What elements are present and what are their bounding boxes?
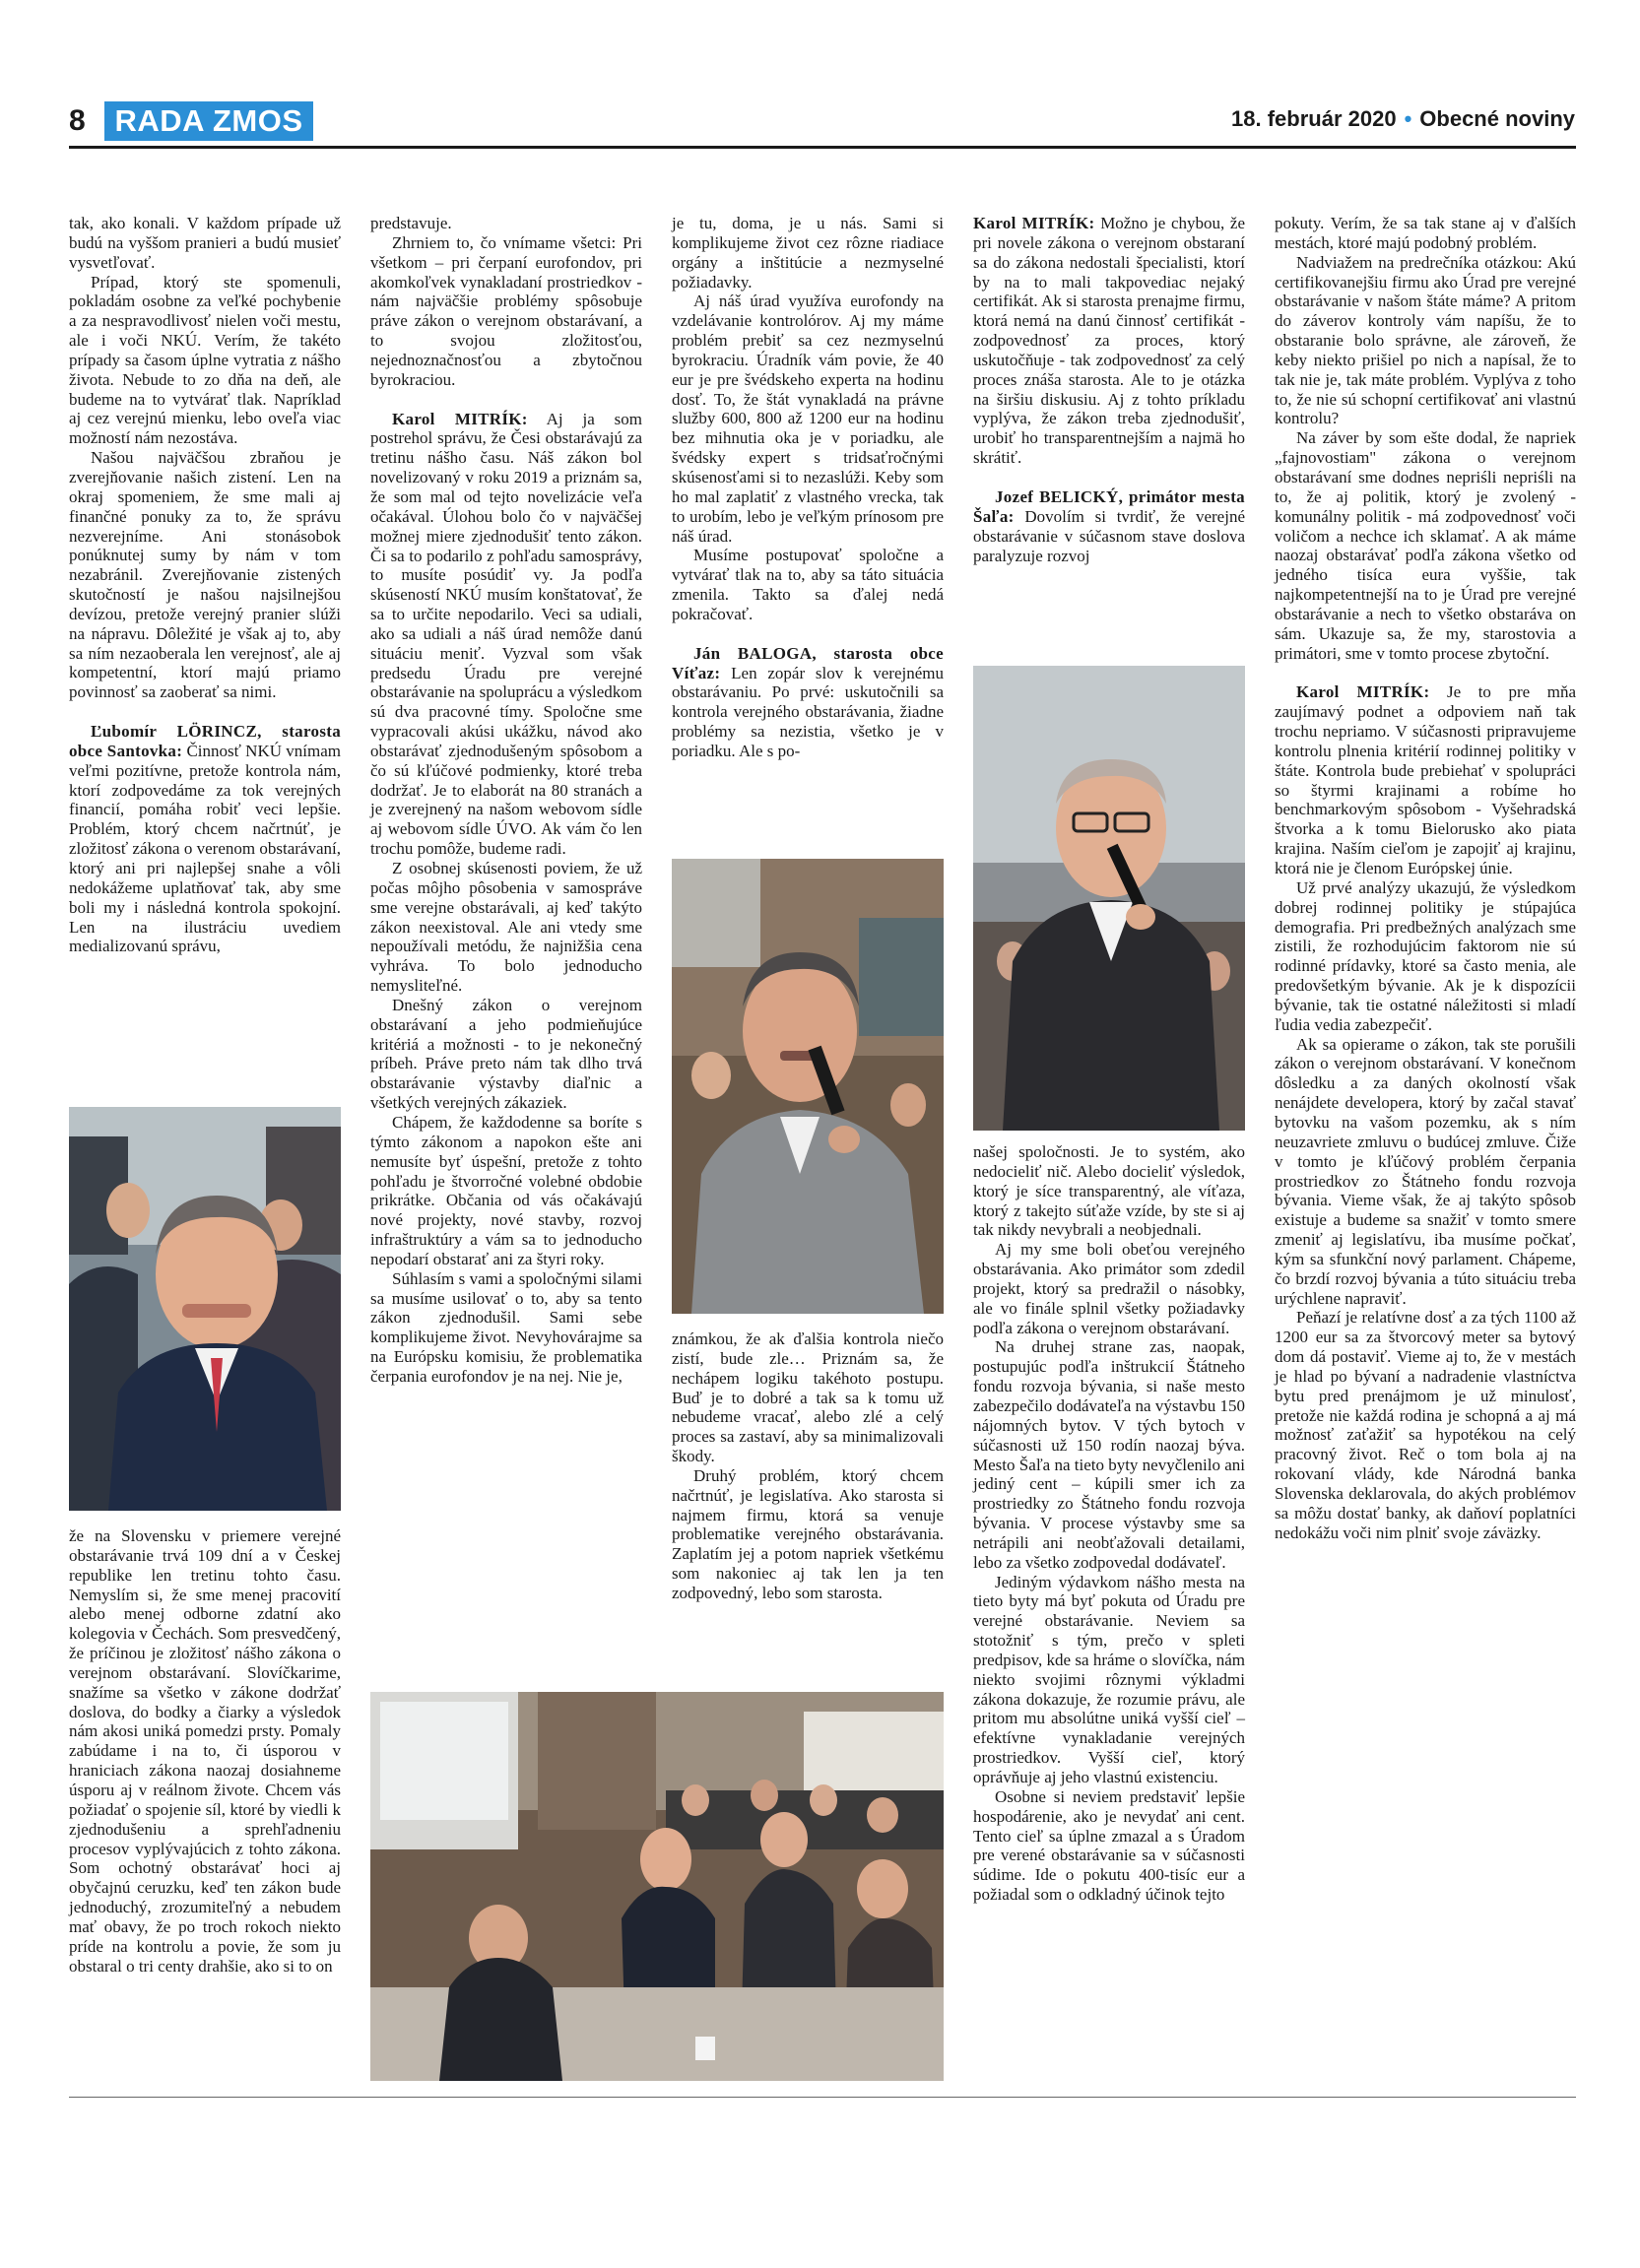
paragraph: Osobne si neviem predstaviť lepšie hospodárenie, ako je nevydať ani cent. Tento cieľ sa úplne zmazal a s Úradom pre verené obstarávanie sa v súčasnosti súdime. Ide o pokutu 400-tisíc eur a požiadal som o odkladný účinok tejto bbox=[973, 1786, 1245, 1905]
paragraph: Ľubomír LÖRINCZ, starosta obce Santovka: Činnosť NKÚ vnímam veľmi pozitívne, pretože kontrola nám, ktorí zodpovedáme za tok verejných financií, pomáha robiť veci lepšie. Problém, ktorý chcem načrtnúť, je zložitosť zákona o verenom obstarávaní, ktorý ani pri najlepšej snahe a vôli nedokážeme uplatňovať tak, aby sme boli my i následná kontrola spokojní. Len na ilustráciu uvediem medializovanú správu, bbox=[69, 722, 341, 956]
paragraph: Musíme postupovať spoločne a vytvárať tlak na to, aby sa táto situácia zmenila. Takto sa ďalej nedá pokračovať. bbox=[672, 546, 944, 623]
portrait-photo-belicky bbox=[973, 666, 1245, 1131]
paragraph: tak, ako konali. V každom prípade už budú na vyššom pranieri a budú musieť vysvetľovať. bbox=[69, 214, 341, 272]
bullet-separator: • bbox=[1404, 106, 1412, 131]
section-title: RADA ZMOS bbox=[104, 101, 313, 141]
speaker-name: Ján BALOGA, starosta obce Víťaz: bbox=[672, 643, 944, 682]
paragraph: Zhrniem to, čo vnímame všetci: Pri všetkom – pri čerpaní eurofondov, pri akomkoľvek vynakladaní prostriedkov - nám najväčšie problémy spôsobuje práve zákon o verejnom obstarávaní, a to svojou zložitosťou, nejednoznačnosťou a zbytočnou byrokraciou. bbox=[370, 232, 642, 389]
footer-rule bbox=[69, 2097, 1576, 2098]
paragraph: známkou, že ak ďalšia kontrola niečo zistí, bude zle… Priznám sa, že nechápem logiku takéhoto postupu. Buď je to dobré a tak sa k tomu už nebudeme vracať, alebo zlé a celý proces sa zastaví, aby sa minimalizovali škody. bbox=[672, 1329, 944, 1466]
issue-date: 18. február 2020 bbox=[1231, 106, 1397, 131]
paragraph: Aj náš úrad využíva eurofondy na vzdelávanie kontrolórov. Aj my máme problém prebiť sa cez nezmyselnú byrokraciu. Úradník vám povie, že 40 eur je pre švédskeho experta na hodinu dosť. To, že štát vynakladá na právne služby 600, 800 až 1200 eur na hodinu bez mihnutia oka je v poriadku, ale švédsky expert s tridsaťročnými skúsenosťami si to nezaslúži. Keby som ho mal zaplatiť z vlastného vrecka, tak to urobím, lebo je veľkým prínosom pre náš úrad. bbox=[672, 292, 944, 546]
paragraph: Na druhej strane zas, naopak, postupujúc podľa inštrukcií Štátneho fondu rozvoja bývania, si naše mesto zabezpečilo dodávateľa na výstavbu 150 nájomných bytov. V tých bytoch v súčasnosti už 150 rodín naozaj býva. Mesto Šaľa na tieto byty nevyčlenilo ani jediný cent – kúpili smer ich za prostriedky zo Štátneho fondu rozvoja bývania. V procese výstavby sme sa netrápili ani neobťažovali detailami, lebo za všetko zodpovedal dodávateľ. bbox=[973, 1337, 1246, 1572]
paragraph: Ak sa opierame o zákon, tak ste porušili zákon o verejnom obstarávaní. V konečnom dôsledku a za daných okolností však nenájdete developera, ktorý by začal stavať bytovku na vašom pozemku, ak s ním neuzavriete zmluvu o budúcej zmluve. Čiže v tomto je kľúčový problém čerpania prostriedkov zo Štátneho fondu rozvoja bývania. Vieme však, že aj takýto spôsob existuje a budeme sa snažiť v tomto smere zmeniť aj legislatívu, iba musíme počkať, kým sa sfunkční nový parlament. Chápeme, čo brzdí rozvoj bývania a túto situáciu treba urýchlene napraviť. bbox=[1275, 1034, 1576, 1308]
column-2 bbox=[370, 214, 642, 1387]
column-1-top bbox=[69, 214, 341, 956]
speaker-name: Jozef BELICKÝ, primátor mesta Šaľa: bbox=[973, 486, 1245, 526]
column-3-bottom bbox=[672, 1329, 944, 1603]
portrait-photo-lorincz bbox=[69, 1107, 341, 1511]
paragraph: Peňazí je relatívne dosť a za tých 1100 až 1200 eur sa za štvorcový meter sa bytový dom dá postaviť. Vieme aj to, že v mestách je hlad po bývaní a nadradenie vlastníctva bytu pred prenájmom je už minulosť, pretože nie každá rodina je schopná a aj má možnosť zaťažiť sa hypotékou na celý pracovný život. Reč o tom bola aj na rokovaní vlády, kde Národná banka Slovenska deklarovala, do akých problémov sa môžu dostať banky, ak daňoví poplatníci nedokážu voči nim plniť svoje záväzky. bbox=[1275, 1308, 1576, 1542]
speaker-name: Karol MITRÍK: bbox=[1296, 682, 1430, 702]
paragraph: Našou najväčšou zbraňou je zverejňovanie našich zistení. Len na okraj spomeniem, že sme mali aj finančné ponuky za to, že správu nezverejníme. Ani stonásobok ponúknutej sumy by nám v tom nezabránil. Zverejňovanie zistených skutočností je našou najsilnejšou devízou, pretože verejný pranier slúži na nápravu. Dôležité je však aj to, aby sa ním nezaoberala len verejnosť, ale aj kompetentní, ktorí majú priamo povinnosť sa zaoberať sa nimi. bbox=[69, 448, 341, 702]
paragraph: Nadviažem na predrečníka otázkou: Akú certifikovanejšiu firmu ako Úrad pre verejné obstarávanie v našom štáte máme? A pritom do záverov kontroly vám napíšu, že to obstaranie bolo správne, ale zároveň, že keby niekto prišiel po nich a napísal, že to tak nie je, tak máte problém. Vyplýva z toho to, že nie sú schopní certifikovať ani vlastnú kontrolu? bbox=[1275, 252, 1576, 428]
column-1-bottom bbox=[69, 1526, 341, 1976]
column-5 bbox=[1275, 214, 1576, 1543]
paragraph: Karol MITRÍK: Je to pre mňa zaujímavý podnet a odpoviem naň tak trochu nepriamo. V súčasnosti pripravujeme kontrolu plnenia kritérií rodinnej politiky v štáte. Kontrola bude prebiehať v spolupráci so štyrmi krajinami a robíme ho benchmarkovým spôsobom - Vyšehradská štvorka a k tomu Bielorusko ako piata krajina. Naším cieľom je zapojiť aj krajinu, ktorá nie je členom Európskej únie. bbox=[1275, 682, 1576, 877]
paragraph: Súhlasím s vami a spoločnými silami sa musíme usilovať o to, aby sa tento zákon zjednodušil. Sami sebe komplikujeme život. Nevyhovárajme sa na Európsku komisiu, že problematika čerpania eurofondov je na nej. Nie je, bbox=[370, 1268, 642, 1386]
paragraph: Dnešný zákon o verejnom obstarávaní a jeho podmieňujúce kritériá a možnosti - to je nekonečný príbeh. Práve preto nám tak dlho trvá obstarávanie výstavby diaľnic a všetkých verejných zákaziek. bbox=[370, 995, 642, 1113]
paragraph: predstavuje. bbox=[370, 214, 452, 232]
paragraph: Karol MITRÍK: Aj ja som postrehol správu, že Česi obstarávajú za tretinu nášho času. Náš zákon bol novelizovaný v roku 2019 a priznám sa, že som mal od tejto novelizácie veľa očakával. Úlohou bolo čo v najväčšej možnej miere zjednodušiť tento zákon. Či sa to podarilo z pohľadu samosprávy, to musíte posúdiť vy. Ja podľa skúseností NKÚ musím konštatovať, že sa to určite nepodarilo. Veci sa udiali, ako sa udiali a náš úrad nemôže danú situáciu meniť. Vyzval som však predsedu Úradu pre verejné obstarávanie na spoluprácu a výsledkom sú dva pracovné tímy. Spoločne sme vypracovali akúsi ukážku, návod ako obstarávať zjednodušeným spôsobom a čo sú kľúčové podmienky, ktoré treba dodržať. Je to elaborát na 80 stranách a je zverejnený na našom webovom sídle aj webovom sídle ÚVO. Ak vám čo len trochu pomôže, budeme radi. bbox=[370, 409, 642, 859]
paragraph: Jediným výdavkom nášho mesta na tieto byty má byť pokuta od Úradu pre verejné obstarávanie. Neviem sa stotožniť s tým, prečo v spleti predpisov, kde sa hráme o slovíčka, nám niekto svojimi rôznymi výkladmi zákona dokazuje, že rozumie právu, ale pritom mu absolútne uniká vyšší cieľ – efektívne vynakladanie verejných prostriedkov. Vyšší cieľ, ktorý oprávňuje aj jeho vlastnú existenciu. bbox=[973, 1572, 1245, 1786]
speaker-name: Ľubomír LÖRINCZ, starosta obce Santovka: bbox=[69, 722, 341, 760]
paragraph: Z osobnej skúsenosti poviem, že už počas môjho pôsobenia v samospráve sme verejne obstarávali, aj keď takýto zákon neexistoval. Ale ani vtedy sme nepoužívali metódu, že najnižšia cena vyhráva. To bolo jednoducho nemysliteľné. bbox=[370, 859, 642, 996]
paragraph: Chápem, že každodenne sa boríte s týmto zákonom a napokon ešte ani nemusíte byť úspešní, pretože z tohto pohľadu je štvorročné volebné obdobie prikrátke. Občania od vás očakávajú nové projekty, nové stavby, rozvoj infraštruktúry a vám sa to jednoducho nepodarí obstarať ani za štyri roky. bbox=[370, 1112, 642, 1268]
paragraph: pokuty. Verím, že sa tak stane aj v ďalších mestách, ktoré majú podobný problém. bbox=[1275, 214, 1576, 252]
paragraph: že na Slovensku v priemere verejné obstarávanie trvá 109 dní a v Českej republike len tretinu tohto času. Nemyslím si, že sme menej pracovití alebo menej odborne zdatní ako kolegovia v Čechách. Som presvedčený, že príčinou je zložitosť nášho zákona o verejnom obstarávaní. Slovíčkarime, snažíme sa všetko v zákone dodržať doslova, do bodky a čiarky a výsledok nám akosi uniká pomedzi prsty. Pomaly zabúdame i na to, či úsporou v hraniciach zákona naozaj dosiahneme úsporu aj v reálnom živote. Chcem vás požiadať o spojenie síl, ktoré by viedli k zjednodušeniu a sprehľadneniu procesov vyplývajúcich z tohto zákona. Som ochotný obstarávať hoci aj obyčajnú ceruzku, keď ten zákon bude jednoduchý, zrozumiteľný a nebudem mať obavy, že po troch rokoch niekto príde na kontrolu a povie, že som ju obstaral o tri centy drahšie, ako si to on bbox=[69, 1526, 341, 1976]
issue-info bbox=[1231, 106, 1575, 132]
speaker-name: Karol MITRÍK: bbox=[973, 214, 1095, 232]
column-3-top bbox=[672, 214, 944, 761]
paragraph: Na záver by som ešte dodal, že napriek „fajnovostiam" zákona o verejnom obstarávaní sme dodnes nepriśli nepriśli na to, že aj politik, ktorý je zvolený - komunálny politik - má zodpovednosť voči voličom a nechce ich sklamať. A ak máme naozaj obstarávať podľa zákona všetko od jedného tisíca eura vyššie, tak najkompetentnejší na to je Úrad pre verejné obstarávanie a nech to všetko obstaráva on sám. Ukazuje sa, že my, starostovia a primátori, sme v tomto procese zbytoční. bbox=[1275, 428, 1576, 663]
page-number: 8 bbox=[69, 104, 86, 137]
conference-audience-photo bbox=[370, 1692, 944, 2081]
portrait-photo-baloga bbox=[672, 859, 944, 1314]
publication-name: Obecné noviny bbox=[1419, 106, 1575, 131]
paragraph: Jozef BELICKÝ, primátor mesta Šaľa: Dovolím si tvrdiť, že verejné obstarávanie v súčasnom stave doslova paralyzuje rozvoj bbox=[973, 486, 1245, 565]
paragraph: Už prvé analýzy ukazujú, že výsledkom dobrej rodinnej politiky je stúpajúca demografia. Pri predbežných analýzach sme zistili, že rozhodujúcim faktorom nie sú rodinné prídavky, ktoré sa často menia, ale predovšetkým bývanie. Ak je k dispozícii bývanie, tak tie ostatné náležitosti si mladí ľudia vedia zabezpečiť. bbox=[1275, 877, 1576, 1034]
paragraph: Ján BALOGA, starosta obce Víťaz: Len zopár slov k verejnému obstarávaniu. Po prvé: uskutočnili sa kontrola verejného obstarávania, žiadne problémy sa nezistia, všetko je v poriadku. Ale s po- bbox=[672, 643, 944, 760]
column-4-top bbox=[973, 214, 1245, 565]
header-rule bbox=[69, 146, 1576, 149]
paragraph: Druhý problém, ktorý chcem načrtnúť, je legislatíva. Ako starosta si najmem firmu, ktorá sa venuje problematike verejného obstarávania. Zaplatím jej a potom napriek všetkému som nakoniec aj tak len ja ten zodpovedný, lebo som starosta. bbox=[672, 1465, 944, 1602]
paragraph: našej spoločnosti. Je to systém, ako nedocieliť nič. Alebo docieliť výsledok, ktorý je síce transparentný, ale víťaza, ktorý z takejto súťaže vzíde, by ste si aj tak nikdy nevybrali a neobjednali. bbox=[973, 1142, 1245, 1240]
paragraph: je tu, doma, je u nás. Sami si komplikujeme život cez rôzne riadiace orgány a inštitúcie a nezmyselné požiadavky. bbox=[672, 214, 944, 292]
paragraph: Karol MITRÍK: Možno je chybou, že pri novele zákona o verejnom obstaraní sa do zákona nedostali špecialisti, ktorí by na to mali takpovediac nejaký certifikát. Ak si starosta prenajme firmu, ktorá nemá na danú činnosť certifikát - zodpovednosť za proces, ktorý uskutočňuje - tak zodpovednosť za celý proces znáša starosta. Ale to je otázka na širšiu diskusiu. Aj z tohto príkladu vyplýva, že zákon treba zjednodušiť, urobiť ho transparentnejším a najmä ho skrátiť. bbox=[973, 214, 1245, 468]
column-4-bottom bbox=[973, 1142, 1245, 1905]
paragraph: Aj my sme boli obeťou verejného obstarávania. Ako primátor som zdedil projekt, ktorý sa predražil o násobky, ale vo finále splnil všetky požiadavky podľa zákona o verejnom obstarávaní. bbox=[973, 1240, 1245, 1337]
speaker-name: Karol MITRÍK: bbox=[392, 409, 528, 428]
paragraph: Prípad, ktorý ste spomenuli, pokladám osobne za veľké pochybenie a za nespravodlivosť nielen voči mestu, ale i voči NKÚ. Verím, že takéto prípady sa časom úplne vytratia z nášho života. Nebude to zo dňa na deň, ale budeme na to vytvárať tlak. Napríklad aj cez verejnú mienku, lebo oveľa viac možností nám nezostáva. bbox=[69, 272, 341, 448]
